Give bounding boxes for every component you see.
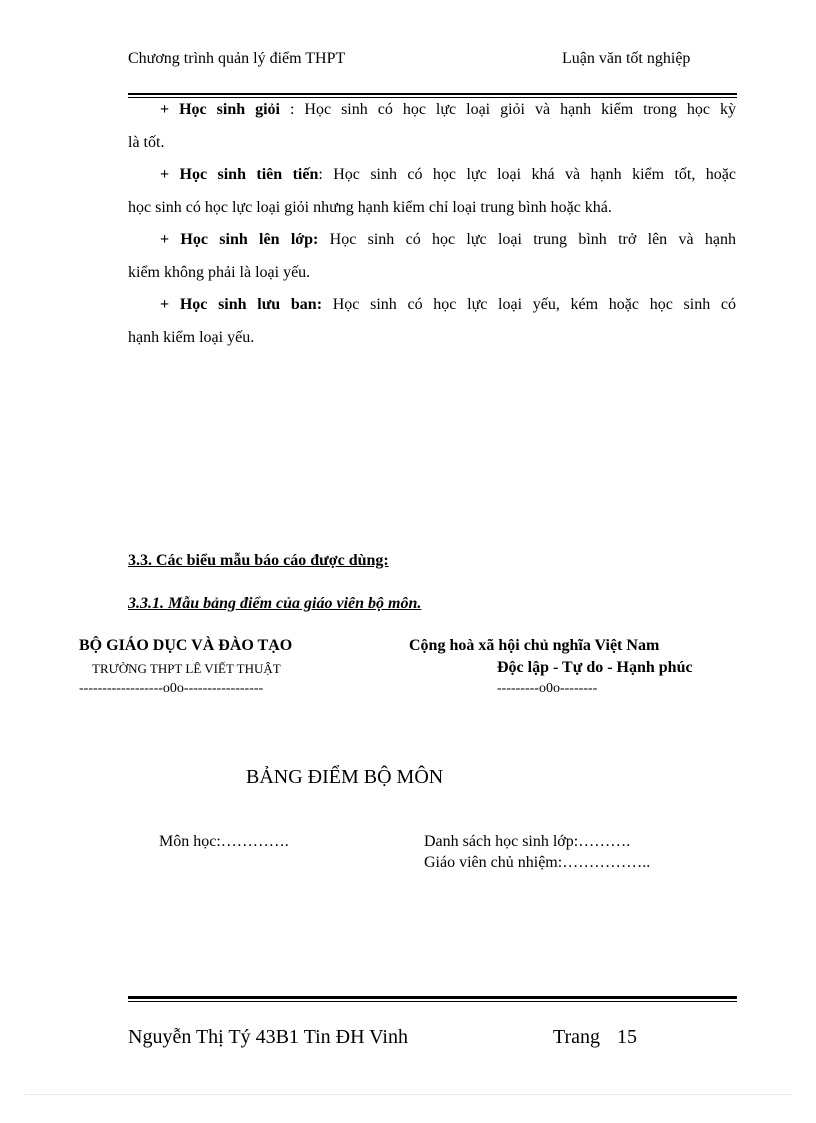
paragraph-lenlop-line1: + Học sinh lên lớp: Học sinh có học lực loại trung bình trở lên và hạnh	[160, 231, 736, 248]
label-gioi: + Học sinh giỏi	[160, 101, 280, 118]
paragraph-tientien-line1: + Học sinh tiên tiến: Học sinh có học lực loại khá và hạnh kiểm tốt, hoặc	[160, 166, 737, 183]
left-divider: ------------------o0o-----------------	[79, 681, 264, 696]
footer-rule-thin	[128, 1001, 737, 1002]
section-heading-3-3-1: 3.3.1. Mẫu bảng điểm của giáo viên bộ môn.	[128, 595, 422, 612]
paragraph-gioi-line2: là tốt.	[128, 133, 165, 151]
paragraph-luuban-line2: hạnh kiểm loại yếu.	[128, 328, 255, 346]
footer-author: Nguyễn Thị Tý 43B1 Tin ĐH Vinh	[128, 1026, 408, 1048]
section-heading-3-3: 3.3. Các biểu mẫu báo cáo được dùng:	[128, 552, 389, 569]
paragraph-gioi-line1: + Học sinh giỏi : Học sinh có học lực loại giỏi và hạnh kiểm trong học kỳ	[160, 101, 736, 118]
school-name: TRƯỜNG THPT LÊ VIẾT THUẬT	[92, 661, 281, 676]
header-right: Luận văn tốt nghiệp	[562, 50, 691, 67]
paragraph-tientien-line2: học sinh có học lực loại giỏi nhưng hạnh kiểm chỉ loại trung bình hoặc khá.	[128, 198, 612, 216]
subject-field: Môn học:………….	[159, 833, 289, 850]
label-tientien: + Học sinh tiên tiến	[160, 166, 319, 183]
body-text	[128, 94, 736, 354]
paragraph-luuban-line1: + Học sinh lưu ban: Học sinh có học lực loại yếu, kém hoặc học sinh có	[160, 296, 737, 313]
ministry-name: BỘ GIÁO DỤC VÀ ĐÀO TẠO	[79, 637, 293, 654]
paragraph-lenlop-line2: kiểm không phải là loại yếu.	[128, 263, 311, 281]
page-edge-dotted-line	[24, 1094, 792, 1095]
footer-page-label: Trang	[553, 1026, 601, 1048]
class-list-field: Danh sách học sinh lớp:……….	[424, 833, 631, 850]
header-left: Chương trình quản lý điểm THPT	[128, 50, 346, 67]
republic-name: Cộng hoà xã hội chủ nghĩa Việt Nam	[409, 637, 660, 654]
national-motto: Độc lập - Tự do - Hạnh phúc	[497, 659, 693, 676]
right-divider: ---------o0o--------	[497, 681, 598, 696]
footer-rule	[128, 996, 737, 999]
label-luuban: + Học sinh lưu ban:	[160, 296, 323, 313]
label-lenlop: + Học sinh lên lớp:	[160, 231, 319, 248]
footer-page-number: 15	[617, 1026, 637, 1048]
form-title: BẢNG ĐIỂM BỘ MÔN	[246, 766, 444, 788]
homeroom-teacher-field: Giáo viên chủ nhiệm:……………..	[424, 854, 651, 871]
